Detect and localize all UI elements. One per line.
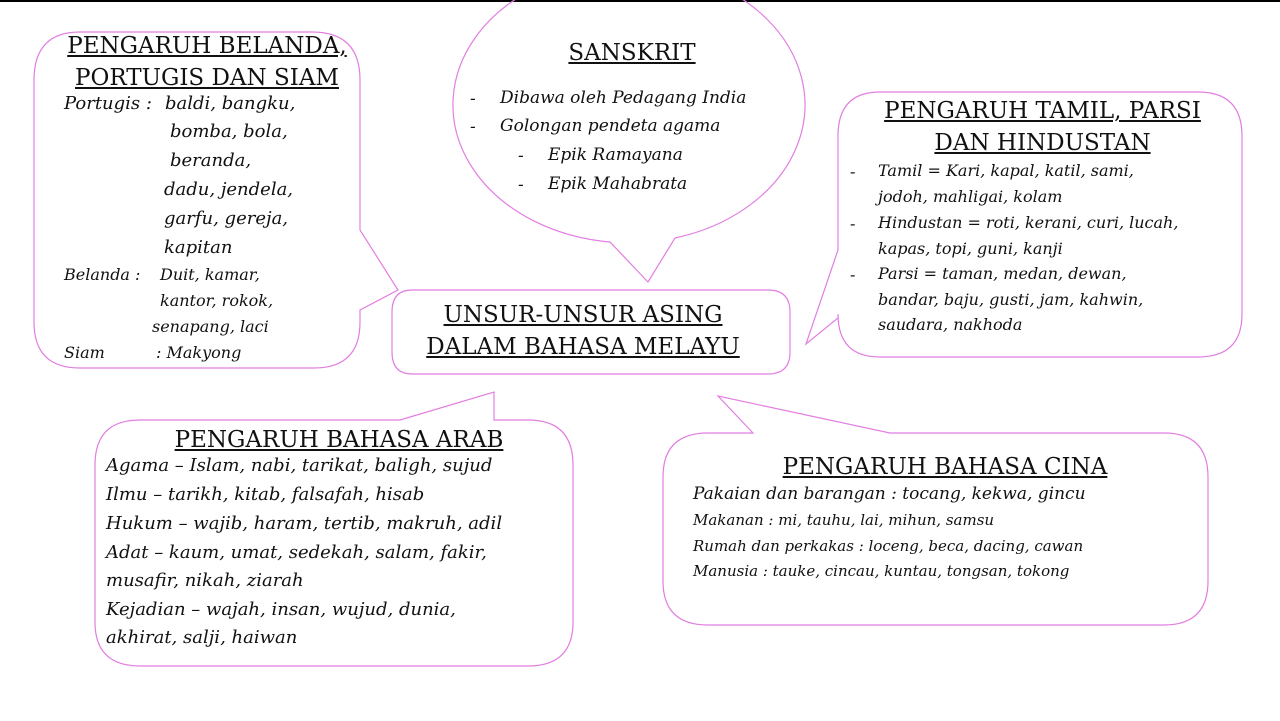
parsi-line: saudara, nakhoda xyxy=(878,315,1023,334)
arab-line: Hukum – wajib, haram, tertib, makruh, adil xyxy=(106,513,503,534)
bullet-dash: - xyxy=(518,175,524,195)
belanda-line: senapang, laci xyxy=(152,317,269,336)
portugis-line: garfu, gereja, xyxy=(164,208,289,229)
cina-line: Pakaian dan barangan : tocang, kekwa, gincu xyxy=(693,484,1086,504)
siam-value: : Makyong xyxy=(156,343,242,362)
sanskrit-item: Golongan pendeta agama xyxy=(500,116,721,136)
belanda-line: Duit, kamar, xyxy=(160,265,260,284)
portugis-line: beranda, xyxy=(170,150,252,171)
bullet-dash: - xyxy=(518,146,524,166)
parsi-line: bandar, baju, gusti, jam, kahwin, xyxy=(878,290,1144,309)
cina-line: Rumah dan perkakas : loceng, beca, dacing, cawan xyxy=(693,537,1084,555)
tamil-line: jodoh, mahligai, kolam xyxy=(878,187,1063,206)
center-title: UNSUR-UNSUR ASING DALAM BAHASA MELAYU xyxy=(426,302,740,360)
arab-line: Adat – kaum, umat, sedekah, salam, fakir, xyxy=(106,542,487,563)
belanda-label: Belanda : xyxy=(64,265,141,284)
portugis-line: bomba, bola, xyxy=(170,121,288,142)
arab-title: PENGARUH BAHASA ARAB xyxy=(174,427,504,453)
parsi-line: Parsi = taman, medan, dewan, xyxy=(878,264,1127,283)
hindustan-line: kapas, topi, guni, kanji xyxy=(878,239,1063,258)
tamil-parsi-hindustan-title: PENGARUH TAMIL, PARSI DAN HINDUSTAN xyxy=(884,98,1201,156)
sanskrit-item: Dibawa oleh Pedagang India xyxy=(500,88,747,108)
bullet-dash: - xyxy=(850,162,856,181)
arab-line: Ilmu – tarikh, kitab, falsafah, hisab xyxy=(106,484,425,505)
arab-line: Kejadian – wajah, insan, wujud, dunia, xyxy=(106,599,456,620)
portugis-line: baldi, bangku, xyxy=(165,93,296,114)
cina-line: Makanan : mi, tauhu, lai, mihun, samsu xyxy=(693,511,995,529)
bullet-dash: - xyxy=(470,117,476,137)
arab-line: Agama – Islam, nabi, tarikat, baligh, sujud xyxy=(106,455,493,476)
cina-title: PENGARUH BAHASA CINA xyxy=(782,454,1108,480)
sanskrit-subitem: Epik Mahabrata xyxy=(548,174,688,194)
sanskrit-title: SANSKRIT xyxy=(568,40,696,66)
bullet-dash: - xyxy=(850,265,856,284)
bullet-dash: - xyxy=(850,214,856,233)
arab-line: musafir, nikah, ziarah xyxy=(106,570,304,591)
bullet-dash: - xyxy=(470,89,476,109)
tamil-line: Tamil = Kari, kapal, katil, sami, xyxy=(878,161,1134,180)
sanskrit-subitem: Epik Ramayana xyxy=(548,145,683,165)
belanda-line: kantor, rokok, xyxy=(160,291,274,310)
cina-line: Manusia : tauke, cincau, kuntau, tongsan, tokong xyxy=(693,562,1070,580)
portugis-line: dadu, jendela, xyxy=(164,179,294,200)
arab-line: akhirat, salji, haiwan xyxy=(106,627,298,648)
portugis-label: Portugis : xyxy=(64,93,152,114)
siam-label: Siam xyxy=(64,343,105,362)
belanda-portugis-siam-title: PENGARUH BELANDA, PORTUGIS DAN SIAM xyxy=(67,33,347,91)
hindustan-line: Hindustan = roti, kerani, curi, lucah, xyxy=(878,213,1179,232)
portugis-line: kapitan xyxy=(164,237,233,258)
